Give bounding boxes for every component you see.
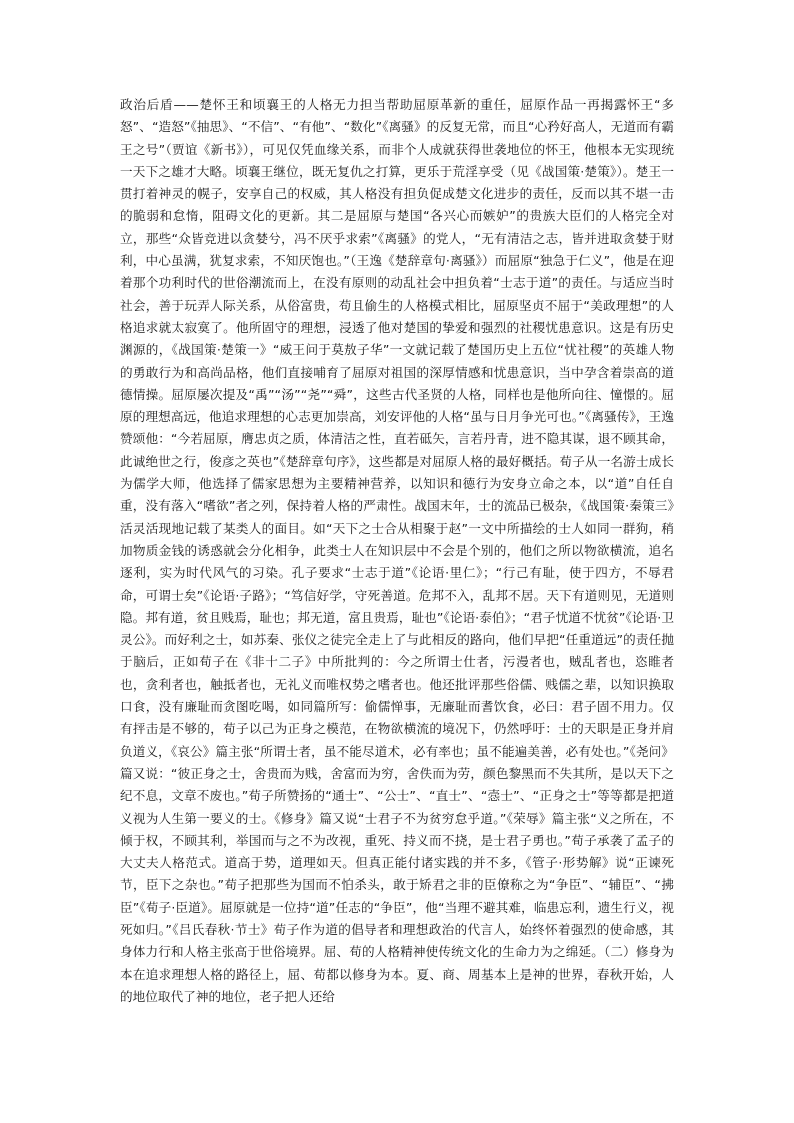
body-paragraph: 政治后盾——楚怀王和顷襄王的人格无力担当帮助屈原革新的重任，屈原作品一再揭露怀王“多怒”、“造怒”《抽思》、“不信”、“有他”、“数化”《离骚》的反复无常，而且“心矜好高人，无道而有霸王之号”（贾谊《新书》），可见仅凭血缘关系，而非个人成就获得世袭地位的怀王，他根本无实现统一天下之雄才大略。顷襄王继位，既无复仇之打算，更乐于荒淫享受（见《战国策·楚策》）。楚王一贯打着神灵的幌子，安享自己的权威，其人格没有担负促成楚文化进步的责任，反而以其不堪一击的脆弱和怠惰，阻碍文化的更新。其二是屈原与楚国“各兴心而嫉妒”的贵族大臣们的人格完全对立，那些“众皆竞进以贪婪兮，冯不厌乎求索”《离骚》的党人，“无有清洁之志，皆并进取贪婪于财利，中心虽满，犹复求索，不知厌饱也。”（王逸《楚辞章句·离骚》）而屈原“独急于仁义”，他是在迎着那个功利时代的世俗潮流而上，在没有原则的动乱社会中担负着“士志于道”的责任。与适应当时社会，善于玩弄人际关系，从俗富贵，苟且偷生的人格模式相比，屈原坚贞不屈于“美政理想”的人格追求就太寂寞了。他所固守的理想，浸透了他对楚国的挚爱和强烈的社稷忧患意识。这是有历史渊源的，《战国策·楚策一》“威王问于莫敖子华”一文就记载了楚国历史上五位“忧社稷”的英雄人物的勇敢行为和高尚品格，他们直接哺育了屈原对祖国的深厚情感和忧患意识，当中孕含着崇高的道德情操。屈原屡次提及“禹”“汤”“尧”“舜”，这些古代圣贤的人格，同样也是他所向往、憧憬的。屈原的理想高远，他追求理想的心志更加崇高，刘安评他的人格“虽与日月争光可也。”《离骚传》，王逸赞颂他：“今若屈原，膺忠贞之质，体清洁之性，直若砥矢，言若丹青，进不隐其谋，退不顾其命，此诚绝世之行，俊彦之英也”《楚辞章句序》，这些都是对屈原人格的最好概括。荀子从一名游士成长为儒学大师，他选择了儒家思想为主要精神营养，以知识和德行为安身立命之本，以“道”自任自重，没有落入“嗜欲”者之列，保持着人格的严肃性。战国末年，士的流品已极杂，《战国策·秦策三》活灵活现地记载了某类人的面目。如“天下之士合从相聚于赵”一文中所描绘的士人如同一群狗，稍加物质金钱的诱惑就会分化相争，此类士人在知识层中不会是个别的，他们之所以物欲横流，追名逐利，实为时代风气的习染。孔子要求“士志于道”《论语·里仁》；“行己有耻，使于四方，不辱君命，可谓士矣”《论语·子路》；“笃信好学，守死善道。危邦不入，乱邦不居。天下有道则见，无道则隐。邦有道，贫且贱焉，耻也；邦无道，富且贵焉，耻也”《论语·泰伯》；“君子忧道不忧贫”《论语·卫灵公》。而好利之士，如苏秦、张仪之徒完全走上了与此相反的路向，他们早把“任重道远”的责任抛于脑后，正如荀子在《非十二子》中所批判的：今之所谓士仕者，污漫者也，贼乱者也，恣睢者也，贪利者也，触抵者也，无礼义而唯权势之嗜者也。他还批评那些俗儒、贱儒之辈，以知识换取口食，没有廉耻而贪图吃喝，如同篇所写：偷儒惮事，无廉耻而耆饮食，必曰：君子固不用力。仅有抨击是不够的，荀子以己为正身之模范，在物欲横流的境况下，仍然呼吁：士的天职是正身并肩负道义，《哀公》篇主张“所谓士者，虽不能尽道术，必有率也；虽不能遍美善，必有处也。”《尧问》篇又说：“彼正身之士，舍贵而为贱，舍富而为穷，舍佚而为劳，颜色黎黑而不失其所，是以天下之纪不息，文章不废也。”荀子所赞扬的“通士”、“公士”、“直士”、“悫士”、“正身之士”等等都是把道义视为人生第一要义的士。《修身》篇又说“士君子不为贫穷怠乎道。”《荣辱》篇主张“义之所在，不倾于权，不顾其利，举国而与之不为改视，重死、持义而不挠，是士君子勇也。”荀子承袭了孟子的大丈夫人格范式。道高于势，道理如天。但真正能付诸实践的并不多，《管子·形势解》说“正谏死节，臣下之杂也。”荀子把那些为国而不怕杀头，敢于矫君之非的臣僚称之为“争臣”、“辅臣”、“拂臣”《荀子·臣道》。屈原就是一位持“道”任志的“争臣”，他“当理不避其难，临患忘利，遗生行义，视死如归。”《吕氏春秋·节士》荀子作为道的倡导者和理想政治的代言人，始终怀着强烈的使命感，其身体力行和人格主张高于世俗境界。屈、荀的人格精神使传统文化的生命力为之绵延。（二）修身为本在追求理想人格的路径上，屈、荀都以修身为本。夏、商、周基本上是神的世界，春秋开始，人的地位取代了神的地位，老子把人还给 — [120, 97, 674, 1004]
document-body — [120, 94, 674, 1008]
